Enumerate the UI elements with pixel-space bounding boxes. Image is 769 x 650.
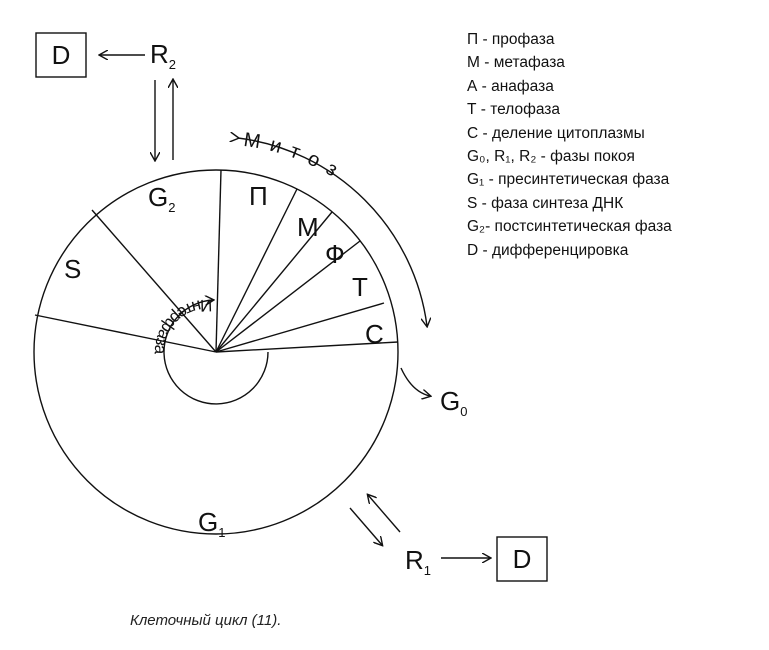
legend-text: - фазы покоя	[536, 148, 635, 166]
legend-text: - пресинтетическая фаза	[484, 171, 670, 189]
legend-item-prophase	[467, 28, 672, 51]
bottom-d-label: D	[512, 544, 532, 574]
legend-text: - деление цитоплазмы	[478, 124, 645, 142]
legend-item-anaphase	[467, 75, 672, 98]
interphase-label: Интерфаза	[150, 295, 213, 355]
legend-item-g1	[467, 168, 672, 191]
arrow-g1-to-r1	[350, 508, 382, 545]
bottom-r1-label: $R_1$	[405, 545, 432, 578]
arrow-r1-to-g1	[368, 495, 400, 532]
legend-code: S	[467, 194, 478, 212]
legend-code: Т	[467, 101, 477, 119]
sector-label-anaphase: Ф	[325, 239, 345, 269]
sector-label-g2: $G_2$	[148, 182, 176, 215]
mitosis-label: М и т о з	[242, 128, 344, 183]
top-r2-label: $R_2$	[150, 39, 177, 72]
legend-code: А	[467, 77, 478, 95]
legend-code: G₀, R₁, R₂	[467, 148, 537, 166]
legend-text: - метафаза	[479, 54, 565, 72]
sector-label-metaphase: М	[297, 212, 319, 242]
legend-item-rest-phases	[467, 145, 672, 168]
legend-text: - постсинтетическая фаза	[485, 218, 672, 236]
sector-label-prophase: П	[249, 181, 268, 211]
sector-label-g1: $G_1$	[198, 507, 226, 540]
legend-code: G₂	[467, 218, 486, 236]
legend-text: - анафаза	[477, 77, 554, 95]
top-d-label: D	[51, 40, 71, 70]
legend	[467, 28, 672, 262]
g0-exit-label: $G_0$	[440, 386, 468, 419]
legend-code: D	[467, 241, 479, 259]
legend-text: - телофаза	[476, 101, 561, 119]
legend-text: - профаза	[478, 31, 555, 48]
legend-text: - дифференцировка	[478, 241, 629, 259]
legend-item-telophase	[467, 98, 672, 121]
legend-code: С	[467, 124, 479, 142]
legend-code: G₁	[467, 171, 485, 189]
sector-line-g2-prophase	[216, 170, 221, 352]
legend-item-differentiation	[467, 239, 672, 262]
legend-item-metaphase	[467, 51, 672, 74]
legend-text: - фаза синтеза ДНК	[477, 194, 624, 212]
sector-label-s: S	[64, 254, 82, 284]
figure-caption: Клеточный цикл (11).	[130, 612, 282, 629]
legend-code: М	[467, 54, 480, 72]
legend-item-g2	[467, 215, 672, 238]
sector-line-prophase-metaphase	[216, 189, 297, 352]
sector-label-telophase: Т	[352, 272, 368, 302]
arrow-to-g0	[401, 368, 430, 396]
sector-label-cytokinesis: С	[365, 319, 384, 349]
legend-item-s	[467, 192, 672, 215]
legend-item-cytokinesis	[467, 122, 672, 145]
legend-code: П	[467, 31, 479, 48]
